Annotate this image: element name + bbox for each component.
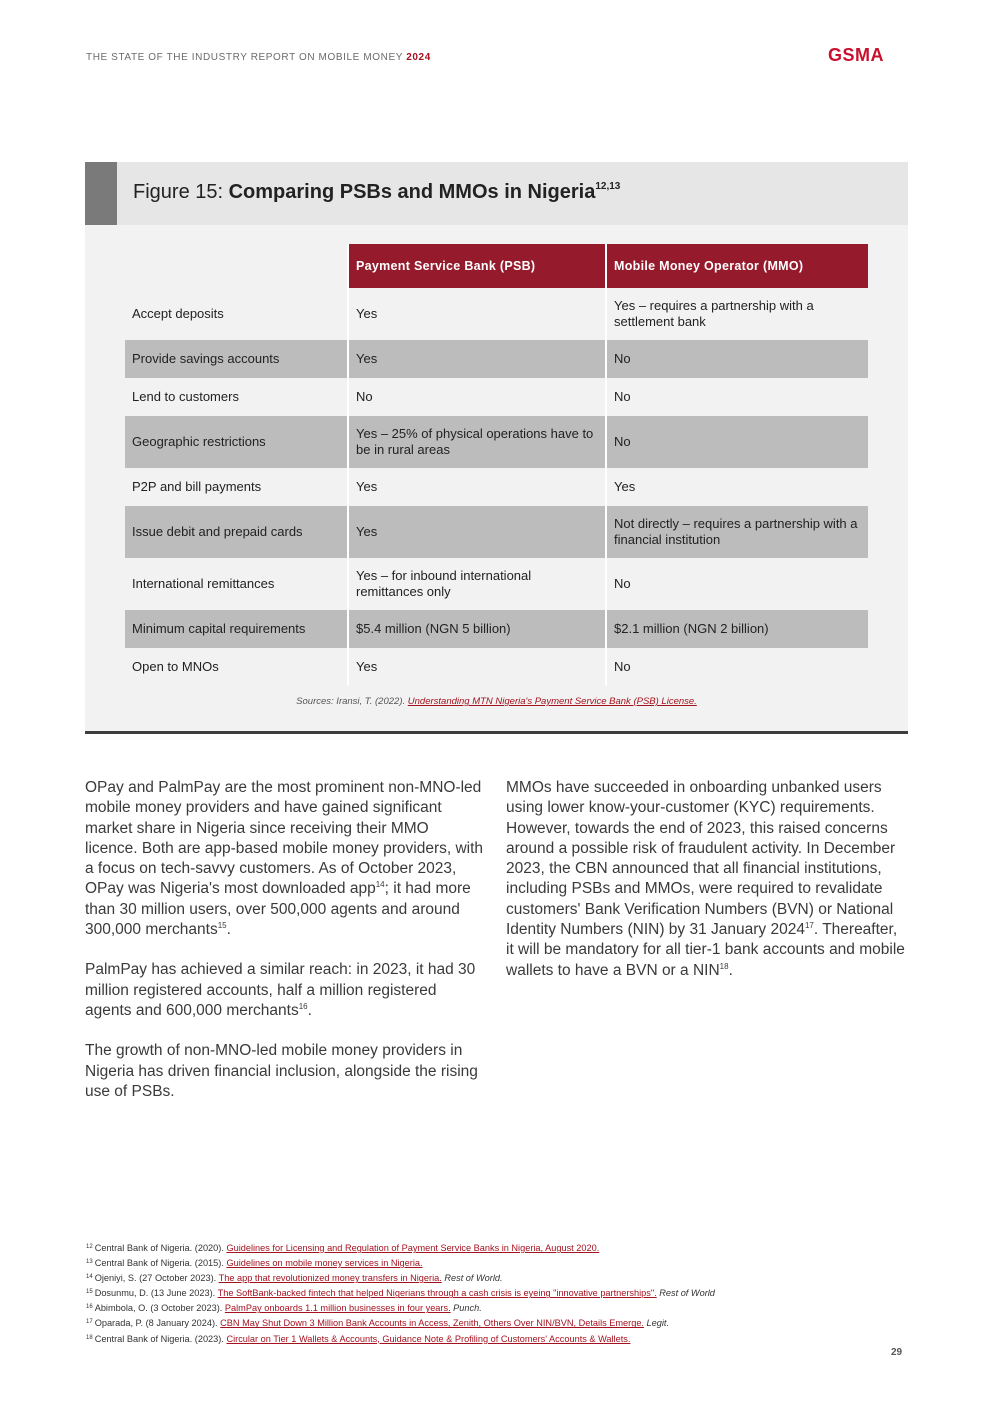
footnote-ref[interactable]: 15: [217, 921, 227, 931]
footnote-publisher: Rest of World: [656, 1288, 715, 1299]
figure-title-refs: 12,13: [595, 181, 621, 192]
column-header-psb: Payment Service Bank (PSB): [348, 244, 606, 288]
row-label: Lend to customers: [125, 378, 348, 416]
footnote-link[interactable]: Circular on Tier 1 Wallets & Accounts, Guidance Note & Profiling of Customers' Accounts & Wallets.: [226, 1333, 631, 1344]
footnote-link[interactable]: Guidelines for Licensing and Regulation of Payment Service Banks in Nigeria, August 2020.: [226, 1243, 600, 1253]
mmo-cell: No: [606, 558, 868, 610]
mmo-cell: No: [606, 648, 868, 686]
footnote-link[interactable]: Guidelines on mobile money services in Nigeria.: [226, 1258, 423, 1269]
row-label: Open to MNOs: [125, 648, 348, 686]
table-row: [125, 558, 868, 610]
footnote-text: Central Bank of Nigeria. (2023).: [94, 1333, 227, 1344]
footnote-number: 17: [86, 1319, 93, 1326]
sources-link[interactable]: Understanding MTN Nigeria's Payment Service Bank (PSB) License.: [407, 696, 697, 707]
mmo-cell: Yes – requires a partnership with a settlement bank: [606, 288, 868, 340]
figure-title-text: Comparing PSBs and MMOs in Nigeria: [228, 181, 596, 203]
footnote-link[interactable]: CBN May Shut Down 3 Million Bank Accounts in Access, Zenith, Others Over NIN/BVN, Details Emerge.: [220, 1318, 644, 1329]
footnote-number: 12: [86, 1244, 93, 1250]
footnote: [86, 1331, 916, 1346]
footnote-ref[interactable]: 17: [804, 921, 814, 931]
footnote-link[interactable]: The SoftBank-backed fintech that helped Nigerians through a cash crisis is eyeing "innovative partnerships".: [217, 1288, 657, 1299]
table-corner-cell: [125, 244, 348, 288]
figure-accent-bar: [85, 162, 117, 225]
psb-cell: Yes – for inbound international remittances only: [348, 558, 606, 610]
footnote: [86, 1270, 916, 1285]
footnote-number: 14: [86, 1274, 93, 1281]
footnote-text: Ojeniyi, S. (27 October 2023).: [94, 1273, 219, 1284]
footnote-number: 16: [86, 1304, 93, 1311]
table-row: [125, 340, 868, 378]
table-row: [125, 468, 868, 506]
psb-cell: Yes: [348, 506, 606, 558]
footnote-text: Oparada, P. (8 January 2024).: [94, 1318, 221, 1329]
table-header-row: [125, 244, 868, 288]
footnote: [86, 1300, 916, 1315]
row-label: Issue debit and prepaid cards: [125, 506, 348, 558]
paragraph: [506, 778, 906, 981]
table-row: [125, 416, 868, 468]
psb-cell: Yes: [348, 648, 606, 686]
footnote-text: Central Bank of Nigeria. (2015).: [94, 1258, 227, 1269]
footnote-text: Abimbola, O. (3 October 2023).: [94, 1303, 225, 1314]
table-row: [125, 610, 868, 648]
figure-sources: [85, 696, 908, 707]
paragraph-text: OPay and PalmPay are the most prominent non-MNO-led mobile money providers and have gained significant market share in Nigeria since receiving their MMO licence. Both are app-based mobile money providers, with a focus on tech-savvy customers. As of October 2023, OPay was Nigeria's most downloaded app: [85, 779, 484, 898]
footnote-number: 18: [86, 1334, 93, 1341]
mmo-cell: Yes: [606, 468, 868, 506]
psb-cell: Yes: [348, 340, 606, 378]
mmo-cell: No: [606, 378, 868, 416]
mmo-cell: No: [606, 416, 868, 468]
footnote-number: 15: [86, 1289, 93, 1296]
paragraph-text: . Thereafter, it will be mandatory for all tier-1 bank accounts and mobile wallets to have a BVN or a NIN: [506, 921, 905, 979]
psb-cell: Yes – 25% of physical operations have to be in rural areas: [348, 416, 606, 468]
footnote-link[interactable]: The app that revolutionized money transfers in Nigeria.: [218, 1273, 442, 1284]
table-row: [125, 648, 868, 686]
report-year: 2024: [406, 52, 431, 63]
comparison-table: [125, 244, 868, 686]
sources-prefix: Sources: Iransi, T. (2022).: [296, 696, 408, 707]
paragraph-text: The growth of non-MNO-led mobile money providers in Nigeria has driven financial inclusion, alongside the rising use of PSBs.: [85, 1042, 478, 1100]
paragraph-text: ; it had more than 30 million users, over 500,000 agents and around 300,000 merchants: [85, 880, 471, 939]
row-label: P2P and bill payments: [125, 468, 348, 506]
paragraph: [85, 1041, 485, 1102]
row-label: International remittances: [125, 558, 348, 610]
footnote-number: 13: [86, 1259, 93, 1266]
row-label: Accept deposits: [125, 288, 348, 340]
left-column: [85, 778, 485, 1122]
table-row: [125, 288, 868, 340]
footnote-ref[interactable]: 18: [719, 961, 729, 971]
paragraph-text: MMOs have succeeded in onboarding unbanked users using lower know-your-customer (KYC) requirements. However, towards the end of 2023, this raised concerns around a possible risk of fraudulent activity. In December 2023, the CBN announced that all financial institutions, including PSBs and MMOs, were required to revalidate customers' Bank Verification Numbers (BVN) or National Identity Numbers (NIN) by 31 January 2024: [506, 779, 896, 939]
report-title: THE STATE OF THE INDUSTRY REPORT ON MOBILE MONEY: [86, 52, 403, 63]
footnote-publisher: Legit.: [643, 1318, 670, 1329]
page-number: 29: [891, 1347, 903, 1358]
mmo-cell: Not directly – requires a partnership with a financial institution: [606, 506, 868, 558]
footnote-publisher: Rest of World.: [441, 1273, 503, 1284]
footnote-ref[interactable]: 14: [375, 880, 385, 890]
row-label: Minimum capital requirements: [125, 610, 348, 648]
figure-title: [133, 181, 620, 204]
footnote: [86, 1240, 916, 1255]
footnote-publisher: Punch.: [450, 1303, 482, 1314]
footnote-ref[interactable]: 16: [298, 1001, 308, 1011]
table-row: [125, 378, 868, 416]
figure-header: [85, 162, 908, 225]
psb-cell: No: [348, 378, 606, 416]
psb-cell: $5.4 million (NGN 5 billion): [348, 610, 606, 648]
figure-15: [85, 162, 908, 734]
psb-cell: Yes: [348, 468, 606, 506]
paragraph: [85, 960, 485, 1021]
footnote: [86, 1255, 916, 1270]
mmo-cell: No: [606, 340, 868, 378]
paragraph-text: .: [307, 1001, 312, 1019]
report-header: [86, 52, 431, 63]
column-header-mmo: Mobile Money Operator (MMO): [606, 244, 868, 288]
psb-cell: Yes: [348, 288, 606, 340]
figure-label: Figure 15:: [133, 181, 229, 203]
footnote-link[interactable]: PalmPay onboards 1.1 million businesses in four years.: [224, 1303, 451, 1314]
paragraph: [85, 778, 485, 940]
paragraph-text: .: [226, 921, 231, 939]
paragraph-text: .: [728, 961, 733, 979]
row-label: Geographic restrictions: [125, 416, 348, 468]
paragraph-text: PalmPay has achieved a similar reach: in 2023, it had 30 million registered accounts, half a million registered agents and 600,000 merchants: [85, 961, 476, 1019]
footnotes: [86, 1240, 916, 1346]
mmo-cell: $2.1 million (NGN 2 billion): [606, 610, 868, 648]
footnote: [86, 1285, 916, 1300]
table-row: [125, 506, 868, 558]
row-label: Provide savings accounts: [125, 340, 348, 378]
gsma-logo: GSMA: [828, 45, 884, 65]
right-column: [506, 778, 906, 1001]
footnote-text: Central Bank of Nigeria. (2020).: [94, 1243, 227, 1253]
footnote: [86, 1315, 916, 1330]
footnote-text: Dosunmu, D. (13 June 2023).: [94, 1288, 218, 1299]
